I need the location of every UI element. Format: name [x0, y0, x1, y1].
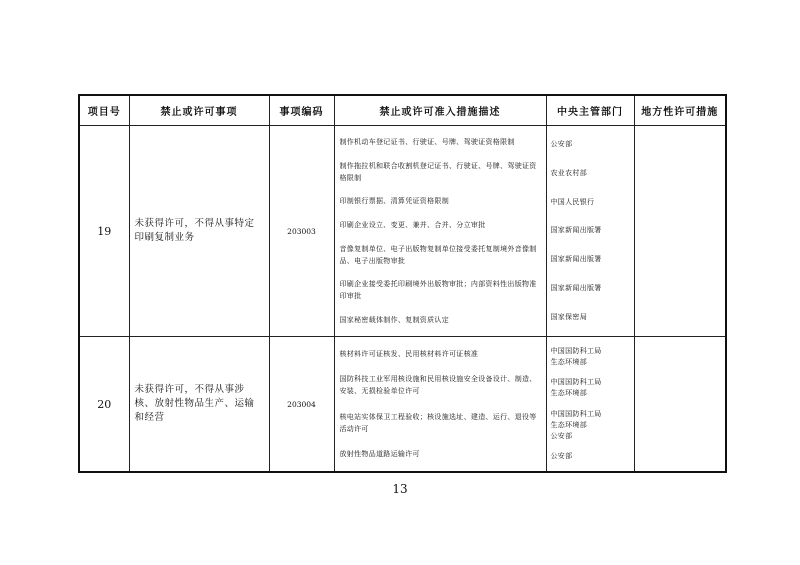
measure-item: 放射性物品道路运输许可	[339, 450, 420, 459]
department-item: 中国国防科工局 生态环境部	[550, 378, 602, 398]
department-item: 农业农村部	[550, 168, 587, 177]
measure-item: 制作拖拉机和联合收割机登记证书、行驶证、号牌、驾驶证资格限制	[339, 161, 537, 182]
department-item: 国家保密局	[550, 312, 587, 321]
measures-cell	[334, 337, 546, 473]
row-item: 未获得许可，不得从事特定印刷复制业务	[129, 126, 269, 337]
row-item: 未获得许可，不得从事涉核、放射性物品生产、运输和经营	[129, 337, 269, 473]
local-measures-cell	[634, 126, 726, 337]
measure-item: 核材料许可证核发、民用核材料许可证核准	[339, 349, 479, 358]
department-item: 公安部	[550, 452, 573, 461]
measure-item: 核电站实体保卫工程验收；核设施选址、建造、运行、退役等活动许可	[339, 412, 537, 433]
measure-item: 制作机动车登记证书、行驶证、号牌、驾驶证资格限制	[339, 137, 515, 146]
measure-item: 国家秘密载体制作、复制资质认定	[339, 316, 449, 325]
header-measures: 禁止或许可准入措施描述	[334, 95, 546, 126]
department-item: 国家新闻出版署	[550, 226, 602, 235]
page-number: 13	[392, 482, 408, 496]
permit-table	[78, 94, 727, 473]
measure-item: 印刷企业设立、变更、兼并、合并、分立审批	[339, 220, 486, 229]
table-row	[79, 126, 726, 337]
department-cell	[546, 337, 634, 473]
measure-item: 国防科技工业军用核设施和民用核设施安全设备设计、制造、安装、无损检验单位许可	[339, 375, 537, 396]
table-row	[79, 337, 726, 473]
department-item: 中国人民银行	[550, 197, 595, 206]
header-project-no: 项目号	[79, 95, 129, 126]
measure-item: 印刷企业接受委托印刷境外出版物审批；内部资料性出版物准印审批	[339, 280, 537, 301]
header-item: 禁止或许可事项	[129, 95, 269, 126]
department-item: 中国国防科工局 生态环境部	[550, 346, 602, 366]
header-code: 事项编码	[269, 95, 334, 126]
row-code: 203004	[269, 337, 334, 473]
measure-item: 印制银行票据、清算凭证资格限制	[339, 197, 449, 206]
measure-item: 音像复制单位、电子出版物复制单位接受委托复制境外音像制品、电子出版物审批	[339, 244, 537, 265]
row-id: 20	[79, 337, 129, 473]
department-item: 国家新闻出版署	[550, 255, 602, 264]
local-measures-cell	[634, 337, 726, 473]
department-cell	[546, 126, 634, 337]
header-row	[79, 95, 726, 126]
department-item: 中国国防科工局 生态环境部 公安部	[550, 409, 602, 440]
header-local-measures: 地方性许可措施	[634, 95, 726, 126]
department-item: 公安部	[550, 139, 573, 148]
row-id: 19	[79, 126, 129, 337]
department-item: 国家新闻出版署	[550, 284, 602, 293]
row-code: 203003	[269, 126, 334, 337]
measures-cell	[334, 126, 546, 337]
header-department: 中央主管部门	[546, 95, 634, 126]
